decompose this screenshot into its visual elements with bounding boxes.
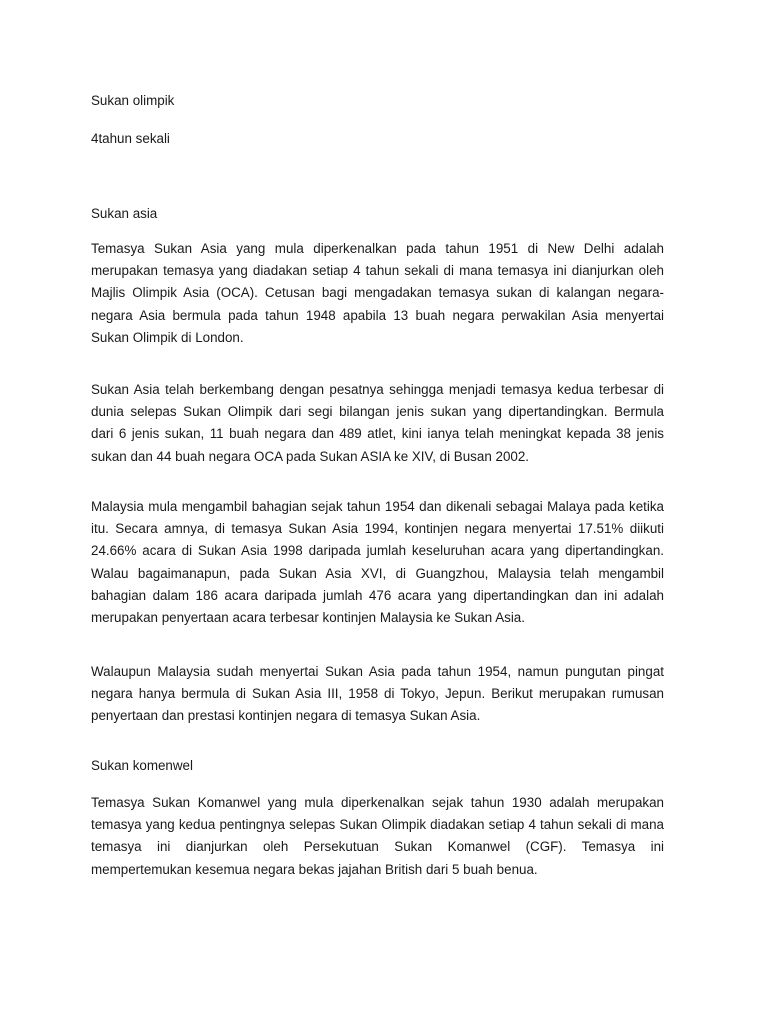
- paragraph-malaysia-participation: [91, 496, 664, 629]
- paragraph-line: merupakan temasya yang diadakan setiap 4 tahun sekali di mana temasya ini dianjurkan oleh: [91, 263, 664, 279]
- paragraph-line: mempertemukan kesemua negara bekas jajahan British dari 5 buah benua.: [91, 861, 538, 877]
- paragraph-line: dunia selepas Sukan Olimpik dari segi bilangan jenis sukan yang dipertandingkan. Bermula: [91, 404, 664, 420]
- olimpik-frequency-note: 4tahun sekali: [91, 131, 170, 146]
- paragraph-line: sukan dan 44 buah negara OCA pada Sukan ASIA ke XIV, di Busan 2002.: [91, 448, 530, 464]
- paragraph-asia-intro: [91, 238, 664, 349]
- paragraph-line: Sukan Asia telah berkembang dengan pesatnya sehingga menjadi temasya kedua terbesar di: [91, 382, 664, 397]
- heading-sukan-asia: Sukan asia: [91, 206, 158, 221]
- paragraph-line: negara Asia bermula pada tahun 1948 apabila 13 buah negara perwakilan Asia menyertai: [91, 307, 664, 323]
- paragraph-line: Walaupun Malaysia sudah menyertai Sukan Asia pada tahun 1954, namun pungutan pingat: [91, 664, 664, 679]
- paragraph-line: Malaysia mula mengambil bahagian sejak tahun 1954 dan dikenali sebagai Malaya pada ketika: [91, 499, 664, 514]
- paragraph-line: Sukan Olimpik di London.: [91, 329, 244, 345]
- paragraph-line: temasya ini dianjurkan oleh Persekutuan Sukan Komanwel (CGF). Temasya ini: [91, 839, 664, 855]
- paragraph-line: itu. Secara amnya, di temasya Sukan Asia 1994, kontinjen negara menyertai 17.51% diikuti: [91, 521, 664, 537]
- paragraph-line: dari 6 jenis sukan, 11 buah negara dan 489 atlet, kini ianya telah meningkat kepada 38 jenis: [91, 426, 664, 442]
- paragraph-line: Temasya Sukan Asia yang mula diperkenalkan pada tahun 1951 di New Delhi adalah: [91, 241, 664, 256]
- paragraph-line: temasya yang kedua pentingnya selepas Sukan Olimpik diadakan setiap 4 tahun sekali di mana: [91, 817, 664, 833]
- paragraph-line: penyertaan dan prestasi kontinjen negara di temasya Sukan Asia.: [91, 708, 481, 724]
- paragraph-line: negara hanya bermula di Sukan Asia III, 1958 di Tokyo, Jepun. Berikut merupakan rumusan: [91, 686, 664, 702]
- paragraph-asia-growth: [91, 379, 664, 468]
- paragraph-line: Majlis Olimpik Asia (OCA). Cetusan bagi mengadakan temasya sukan di kalangan negara-: [91, 285, 664, 301]
- paragraph-line: merupakan penyertaan acara terbesar kontinjen Malaysia ke Sukan Asia.: [91, 610, 525, 626]
- paragraph-line: Walau bagaimanapun, pada Sukan Asia XVI, di Guangzhou, Malaysia telah mengambil: [91, 565, 664, 581]
- paragraph-malaysia-medals: [91, 661, 664, 728]
- heading-sukan-olimpik: Sukan olimpik: [91, 93, 175, 108]
- heading-sukan-komenwel: Sukan komenwel: [91, 758, 193, 773]
- paragraph-line: bahagian dalam 186 acara daripada jumlah 476 acara yang dipertandingkan dan ini adalah: [91, 587, 664, 603]
- paragraph-line: 24.66% acara di Sukan Asia 1998 daripada jumlah keseluruhan acara yang dipertandingkan.: [91, 543, 664, 559]
- paragraph-komanwel-intro: [91, 792, 664, 881]
- paragraph-line: Temasya Sukan Komanwel yang mula diperkenalkan sejak tahun 1930 adalah merupakan: [91, 795, 664, 810]
